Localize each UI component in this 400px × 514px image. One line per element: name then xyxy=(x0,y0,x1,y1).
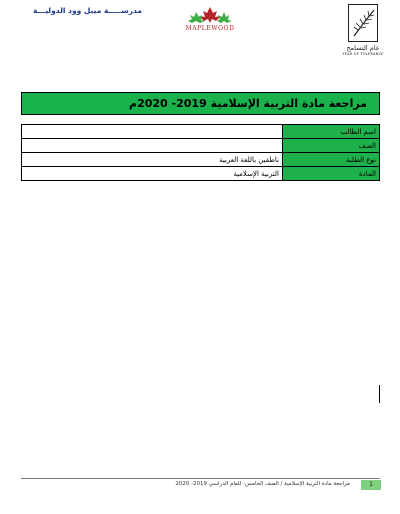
table-row xyxy=(22,153,380,167)
school-name: مدرســـــة ميبل وود الدوليـــة xyxy=(33,6,142,15)
tolerance-arabic-text: عام التسامح xyxy=(346,44,380,52)
ghaf-tree-icon xyxy=(348,4,378,42)
footer-divider xyxy=(21,478,380,479)
document-title: مراجعة مادة التربية الإسلامية 2019- 2020م xyxy=(129,97,367,110)
student-type-label: نوع الطلبة xyxy=(283,153,380,167)
year-of-tolerance-logo xyxy=(338,4,388,68)
student-name-label: اسم الطالب xyxy=(283,125,380,139)
student-type-value: ناطقين باللغة العربية xyxy=(22,153,283,167)
student-info-table xyxy=(21,124,380,181)
student-name-field[interactable] xyxy=(22,125,283,139)
page-number-badge: 1 xyxy=(361,480,381,490)
maple-leaf-icon xyxy=(186,6,234,24)
subject-value: التربية الإسلامية xyxy=(22,167,283,181)
class-field[interactable] xyxy=(22,139,283,153)
text-cursor xyxy=(379,385,380,403)
class-label: الصف xyxy=(283,139,380,153)
footer-text: مراجعة مادة التربية الإسلامية / الصف الخامس- للعام الدراسي 2019- 2020 xyxy=(175,481,350,487)
title-banner xyxy=(21,92,380,115)
maplewood-wordmark: MAPLEWOOD xyxy=(185,25,235,32)
tolerance-english-text: YEAR OF TOLERANCE xyxy=(342,52,384,56)
subject-label: المادة xyxy=(283,167,380,181)
tolerance-emblem xyxy=(348,4,378,42)
table-row xyxy=(22,139,380,153)
table-row xyxy=(22,125,380,139)
table-row xyxy=(22,167,380,181)
maplewood-logo xyxy=(184,6,236,36)
